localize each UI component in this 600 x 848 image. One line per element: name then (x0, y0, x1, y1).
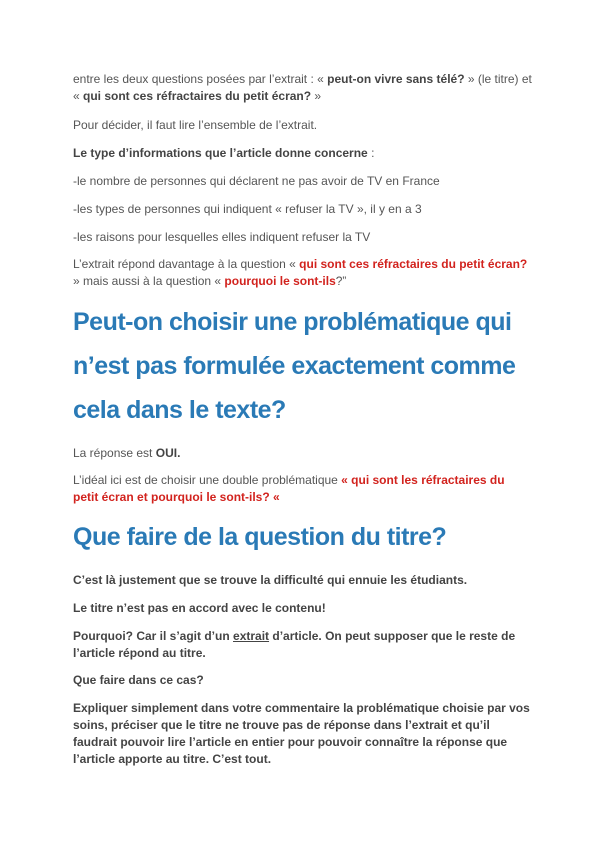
answer-question-1: qui sont ces réfractaires du petit écran? (299, 257, 528, 271)
difficulty-paragraph: C’est là justement que se trouve la difficulté qui ennuie les étudiants. (73, 573, 468, 587)
answer-text-b: » mais aussi à la question « (73, 274, 225, 288)
pourquoi-paragraph (73, 628, 533, 662)
heading-problematique: Peut-on choisir une problématique qui n’est pas formulée exactement comme cela dans le texte? (73, 308, 516, 424)
types-rest: : (367, 146, 375, 160)
answer-text-a: L’extrait répond davantage à la question « (73, 257, 300, 271)
expliquer-paragraph: Expliquer simplement dans votre commentaire la problématique choisie par vos soins, préciser que le titre ne trouve pas de réponse dans l’extrait et qu’il faudrait pouvoir lire l’article en entier pour pouvoir connaître la réponse que l’article apporte au titre. C’est tout. (73, 701, 530, 766)
extrait-underlined: extrait (233, 629, 270, 643)
reponse-oui: OUI. (155, 446, 181, 460)
answer-question-2: pourquoi le sont-ils (224, 274, 336, 288)
answer-text-c: ?” (335, 274, 347, 288)
list-item-count: -le nombre de personnes qui déclarent ne pas avoir de TV en France (73, 174, 440, 188)
ideal-text: L’idéal ici est de choisir une double problématique (73, 473, 342, 487)
accord-paragraph: Le titre n’est pas en accord avec le contenu! (73, 601, 326, 615)
que-faire-paragraph: Que faire dans ce cas? (73, 673, 204, 687)
intro-text-b: » (le titre) et « (73, 72, 532, 103)
pourquoi-text-a: Pourquoi? Car il s’agit d’un (73, 629, 234, 643)
reponse-paragraph (73, 445, 533, 462)
types-paragraph (73, 145, 533, 162)
ideal-paragraph (73, 472, 533, 506)
intro-text-a: entre les deux questions posées par l’extrait : « (73, 72, 328, 86)
types-bold: Le type d’informations que l’article donne concerne (73, 146, 368, 160)
heading-question-titre: Que faire de la question du titre? (73, 523, 447, 551)
intro-paragraph (73, 71, 533, 105)
list-item-types: -les types de personnes qui indiquent « refuser la TV », il y en a 3 (73, 202, 422, 216)
ideal-question: « qui sont les réfractaires du petit écran et pourquoi le sont-ils? « (73, 473, 505, 504)
answer-paragraph (73, 256, 533, 290)
list-item-reasons: -les raisons pour lesquelles elles indiquent refuser la TV (73, 230, 371, 244)
decide-paragraph: Pour décider, il faut lire l’ensemble de l’extrait. (73, 118, 318, 132)
pourquoi-text-b: d’article. On peut supposer que le reste de l’article répond au titre. (73, 629, 516, 660)
reponse-text: La réponse est (73, 446, 156, 460)
intro-question-2: qui sont ces réfractaires du petit écran? (83, 89, 312, 103)
intro-text-c: » (311, 89, 322, 103)
intro-question-1: peut-on vivre sans télé? (327, 72, 465, 86)
